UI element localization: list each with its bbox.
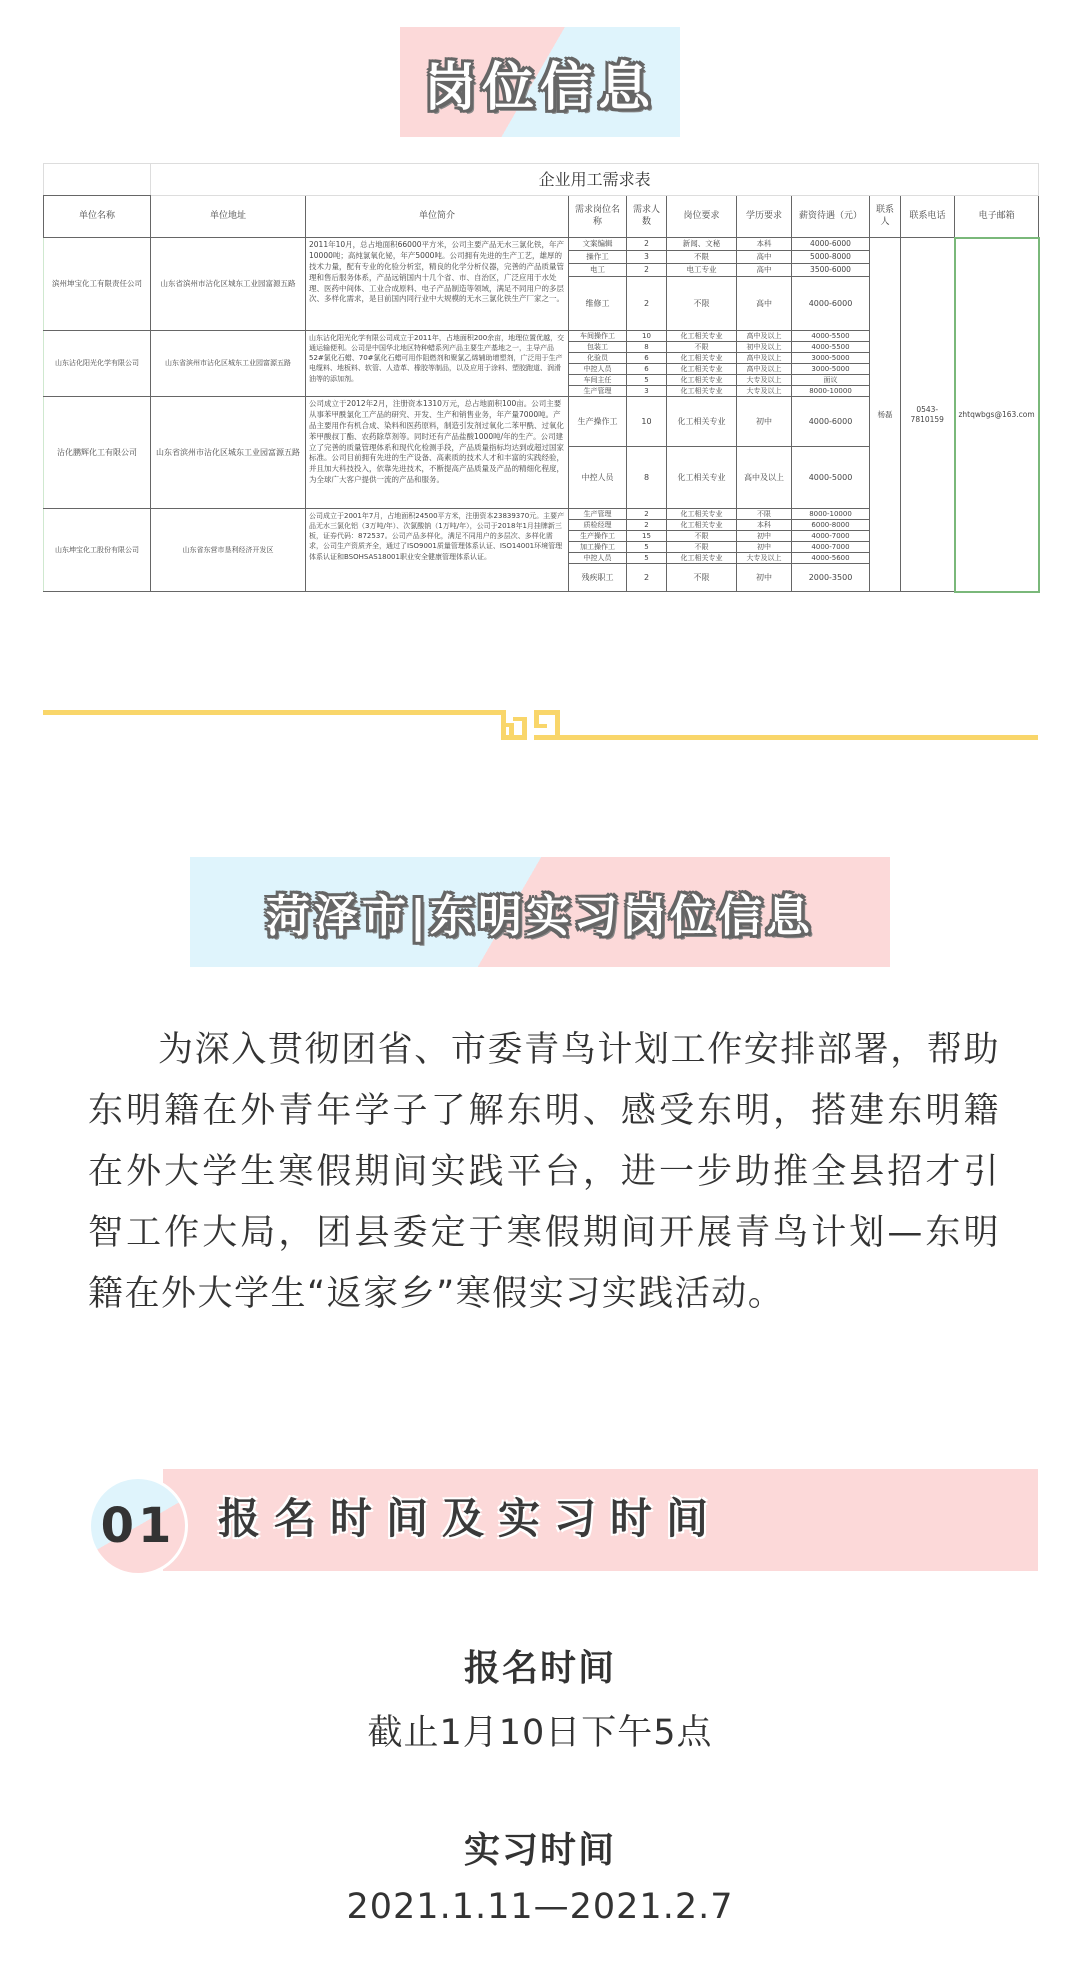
banner-title: 岗位信息	[423, 57, 656, 118]
job-title: 包装工	[569, 342, 627, 353]
job-requirement: 不限	[667, 251, 737, 264]
job-requirement: 化工相关专业	[667, 397, 737, 447]
internship-time-block	[0, 1822, 1080, 1927]
job-count: 6	[627, 364, 667, 375]
table-row	[44, 238, 1039, 251]
job-education: 高中及以上	[737, 364, 792, 375]
registration-time-value: 截止1月10日下午5点	[367, 1713, 713, 1753]
job-requirement: 不限	[667, 542, 737, 553]
job-count: 15	[627, 531, 667, 542]
job-title: 车间主任	[569, 375, 627, 386]
header-cell: 需求人数	[627, 196, 667, 238]
job-salary: 3500-6000	[792, 264, 870, 277]
job-education: 高中	[737, 277, 792, 331]
header-cell: 单位名称	[44, 196, 151, 238]
header-cell: 薪资待遇（元）	[792, 196, 870, 238]
job-education: 大专及以上	[737, 553, 792, 564]
job-count: 5	[627, 375, 667, 386]
job-salary: 4000-6000	[792, 397, 870, 447]
job-salary: 4000-7000	[792, 531, 870, 542]
job-salary: 4000-6000	[792, 238, 870, 251]
job-salary: 5000-8000	[792, 251, 870, 264]
job-salary: 3000-5000	[792, 364, 870, 375]
company-intro: 公司成立于2001年7月，占地面积24500平方米，注册资本23839370元。主要产品无水三氯化铝（3万吨/年）、次氯酸钠（1万吨/年），公司于2018年1月挂牌新三板，证券代码：872537。公司产品多样化，满足不同用户的多层次、多样化需求，公司生产资质齐全，通过了ISO9001质量管理体系认证、ISO14001环境管理体系认证和BSOHSAS18001职业安全健康管理体系认证。	[306, 509, 569, 592]
job-education: 本科	[737, 238, 792, 251]
section-heading-01	[88, 1468, 1038, 1572]
job-count: 2	[627, 564, 667, 592]
table-title-row	[44, 164, 1039, 196]
job-title: 生产操作工	[569, 531, 627, 542]
job-education: 高中	[737, 251, 792, 264]
internship-time-value: 2021.1.11—2021.2.7	[346, 1887, 734, 1927]
job-requirement: 化工相关专业	[667, 331, 737, 342]
job-title: 中控人员	[569, 553, 627, 564]
registration-time-label: 报名时间	[463, 1648, 616, 1689]
company-address: 山东省东营市垦利经济开发区	[151, 509, 306, 592]
company-address: 山东省滨州市沾化区城东工业园富源五路	[151, 238, 306, 331]
job-count: 3	[627, 386, 667, 397]
company-name: 山东坤宝化工股份有限公司	[44, 509, 151, 592]
job-requirement: 化工相关专业	[667, 520, 737, 531]
company-intro: 山东沾化阳光化学有限公司成立于2011年，占地面积200余亩，地理位置优越，交通运输便利。公司是中国华北地区特种蜡系列产品主要生产基地之一，主导产品52#氯化石蜡、70#氯化石蜡可用作阻燃剂和聚氯乙烯辅助增塑剂，广泛用于生产电缆料、地板料、软管、人造革、橡胶等制品，以及应用于涂料、塑胶跑道、润滑油等的添加剂。	[306, 331, 569, 397]
section-number-badge: 01	[88, 1476, 188, 1576]
section-title: 报名时间及实习时间	[218, 1494, 723, 1543]
job-title: 电工	[569, 264, 627, 277]
job-salary: 8000-10000	[792, 386, 870, 397]
job-education: 初中	[737, 531, 792, 542]
internship-time-label: 实习时间	[463, 1830, 616, 1871]
job-count: 2	[627, 277, 667, 331]
header-cell: 需求岗位名称	[569, 196, 627, 238]
job-requirement: 化工相关专业	[667, 509, 737, 520]
header-cell: 岗位要求	[667, 196, 737, 238]
job-title: 车间操作工	[569, 331, 627, 342]
contact-phone: 0543-7810159	[901, 238, 955, 592]
job-count: 5	[627, 542, 667, 553]
company-address: 山东省滨州市沾化区城东工业园富源五路	[151, 397, 306, 509]
job-title: 维修工	[569, 277, 627, 331]
job-salary: 4000-7000	[792, 542, 870, 553]
job-requirement: 化工相关专业	[667, 386, 737, 397]
job-count: 5	[627, 553, 667, 564]
job-count: 6	[627, 353, 667, 364]
table-header-row	[44, 196, 1039, 238]
header-cell: 单位简介	[306, 196, 569, 238]
job-count: 2	[627, 509, 667, 520]
job-title: 中控人员	[569, 447, 627, 509]
company-intro: 2011年10月，总占地面积66000平方米，公司主要产品无水三氯化铁，年产10000吨；高纯氯氧化铋，年产5000吨。公司拥有先进的生产工艺，雄厚的技术力量，配有专业的化验分析室，精良的化学分析仪器，完善的产品质量管理和售后服务体系，产品远销国内十几个省、市、自治区，广泛应用于水处理、医药中间体、工业合成原料、电子产品制造等领域，满足不同用户的多层次、多样化需求，是目前国内同行业中大规模的无水三氯化铁生产厂家之一。	[306, 238, 569, 331]
job-salary: 4000-5500	[792, 331, 870, 342]
banner-title: 菏泽市|东明实习岗位信息	[265, 891, 815, 942]
job-requirement: 化工相关专业	[667, 353, 737, 364]
job-requirement: 化工相关专业	[667, 553, 737, 564]
job-requirement: 不限	[667, 531, 737, 542]
job-count: 8	[627, 342, 667, 353]
job-count: 10	[627, 331, 667, 342]
job-title: 操作工	[569, 251, 627, 264]
registration-time-block	[0, 1640, 1080, 1755]
fret-ornament-icon	[43, 705, 1038, 745]
job-requirement: 不限	[667, 277, 737, 331]
job-education: 初中	[737, 397, 792, 447]
job-title: 化验员	[569, 353, 627, 364]
company-intro: 公司成立于2012年2月，注册资本1310万元，总占地面积100亩。公司主要从事苯甲酰氯化工产品的研究、开发、生产和销售业务，年产量7000吨。产品主要用作有机合成、染料和医药原料，制造引发剂过氧化二苯甲酰、过氧化苯甲酸叔丁酯、农药除草剂等。同时还有产品盐酸1000吨/年的生产。公司建立了完善的质量管理体系和现代化检测手段，产品质量指标均达到或超过国家标准。公司目前拥有先进的生产设备、高素质的技术人才和丰富的实践经验，并且加大科技投入，依靠先进技术，不断提高产品质量及产品的精细化程度，为全球广大客户提供一流的产品和服务。	[306, 397, 569, 509]
contact-email: zhtqwbgs@163.com	[955, 238, 1039, 592]
company-name: 沾化鹏辉化工有限公司	[44, 397, 151, 509]
job-count: 8	[627, 447, 667, 509]
company-name: 滨州坤宝化工有限责任公司	[44, 238, 151, 331]
job-education: 大专及以上	[737, 375, 792, 386]
job-salary: 6000-8000	[792, 520, 870, 531]
job-count: 10	[627, 397, 667, 447]
job-salary: 面议	[792, 375, 870, 386]
table-title: 企业用工需求表	[151, 164, 1039, 196]
job-education: 不限	[737, 509, 792, 520]
job-requirement: 化工相关专业	[667, 364, 737, 375]
job-title: 质检经理	[569, 520, 627, 531]
job-requirement: 不限	[667, 342, 737, 353]
header-cell: 电子邮箱	[955, 196, 1039, 238]
job-title: 中控人员	[569, 364, 627, 375]
job-education: 高中	[737, 264, 792, 277]
job-requirement: 新闻、文秘	[667, 238, 737, 251]
job-salary: 2000-3500	[792, 564, 870, 592]
decorative-divider	[43, 705, 1038, 745]
job-count: 3	[627, 251, 667, 264]
job-count: 2	[627, 520, 667, 531]
job-education: 本科	[737, 520, 792, 531]
header-cell: 联系人	[870, 196, 901, 238]
job-requirement: 化工相关专业	[667, 447, 737, 509]
job-education: 高中及以上	[737, 353, 792, 364]
job-title: 生产管理	[569, 386, 627, 397]
section-banner-job-info	[400, 27, 680, 137]
job-education: 高中及以上	[737, 447, 792, 509]
job-title: 生产操作工	[569, 397, 627, 447]
job-salary: 4000-6000	[792, 277, 870, 331]
job-salary: 4000-5500	[792, 342, 870, 353]
company-name: 山东沾化阳光化学有限公司	[44, 331, 151, 397]
job-salary: 4000-5000	[792, 447, 870, 509]
job-count: 2	[627, 238, 667, 251]
header-cell: 学历要求	[737, 196, 792, 238]
job-title: 加工操作工	[569, 542, 627, 553]
job-requirement: 化工相关专业	[667, 375, 737, 386]
section-banner-heze-dongming	[190, 857, 890, 967]
job-count: 2	[627, 264, 667, 277]
job-education: 高中及以上	[737, 331, 792, 342]
job-salary: 3000-5000	[792, 353, 870, 364]
job-title: 残疾职工	[569, 564, 627, 592]
job-education: 初中	[737, 564, 792, 592]
job-demand-table	[43, 163, 1038, 593]
header-cell: 单位地址	[151, 196, 306, 238]
job-title: 文案编辑	[569, 238, 627, 251]
job-education: 初中	[737, 542, 792, 553]
company-address: 山东省滨州市沾化区城东工业园富源五路	[151, 331, 306, 397]
job-salary: 8000-10000	[792, 509, 870, 520]
job-requirement: 不限	[667, 564, 737, 592]
job-education: 大专及以上	[737, 386, 792, 397]
job-title: 生产管理	[569, 509, 627, 520]
job-education: 初中及以上	[737, 342, 792, 353]
intro-paragraph: 为深入贯彻团省、市委青鸟计划工作安排部署，帮助东明籍在外青年学子了解东明、感受东明，搭建东明籍在外大学生寒假期间实践平台，进一步助推全县招才引智工作大局，团县委定于寒假期间开展青鸟计划—东明籍在外大学生“返家乡”寒假实习实践活动。	[88, 1030, 1000, 1314]
job-requirement: 电工专业	[667, 264, 737, 277]
job-salary: 4000-5600	[792, 553, 870, 564]
contact-person: 杨磊	[870, 238, 901, 592]
header-cell: 联系电话	[901, 196, 955, 238]
